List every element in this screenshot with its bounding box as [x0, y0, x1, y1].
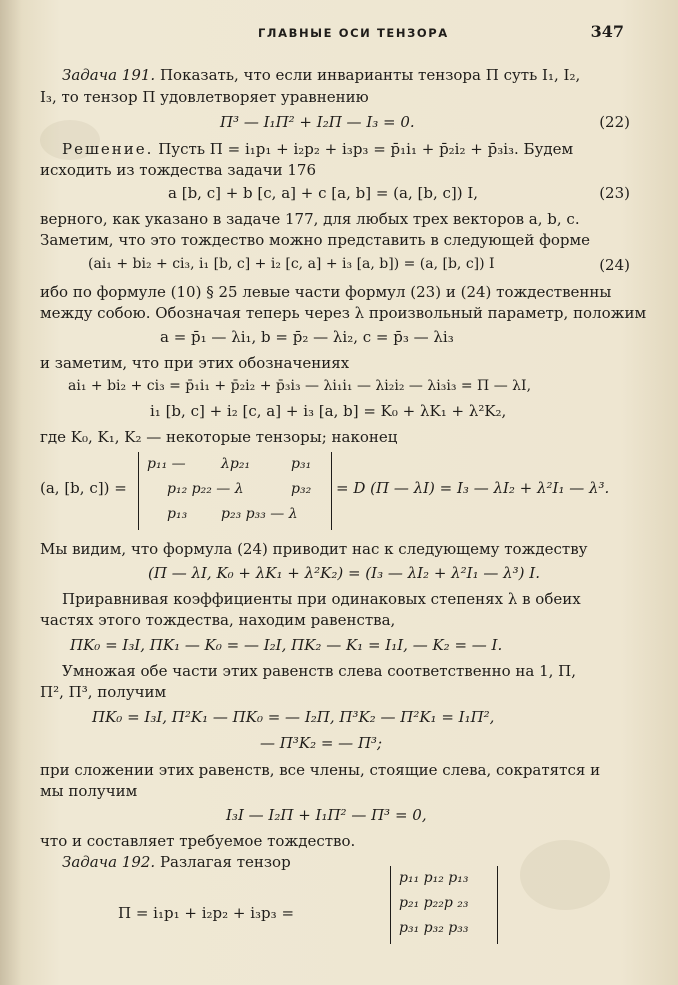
det-cell: λp₂₁ [221, 456, 251, 472]
matrix-row: p₃₁ p₃₂ p₃₃ [399, 920, 469, 936]
solution-text-14: при сложении этих равенств, все члены, стоящие слева, сократятся и [40, 761, 601, 779]
solution-text-12: Умножая обе части этих равенств слева соответственно на 1, П, [62, 662, 577, 680]
det-cell: p₁₁ — [147, 456, 186, 472]
solution-text-16: что и составляет требуемое тождество. [40, 832, 356, 850]
solution-line-1 [62, 140, 573, 158]
page-header [0, 14, 678, 44]
equation-a: ai₁ + bi₂ + ci₃ = p̄₁i₁ + p̄₂i₂ + p̄₃i₃ — λi₁i₁ — λi₂i₂ — λi₃i₃ = П — λI, [68, 378, 532, 394]
equation-substitution: a = p̄₁ — λi₁, b = p̄₂ — λi₂, c = p̄₃ — λi₃ [160, 328, 454, 346]
paper-stain [520, 840, 610, 910]
solution-text-11: частях этого тождества, находим равенства, [40, 611, 396, 629]
equation-multiplied-1: ПK₀ = I₃I, П²K₁ — ПK₀ = — I₂П, П³K₂ — П²K₁ = I₁П², [92, 708, 495, 726]
det-cell: p₁₂ p₂₂ — λ [167, 481, 244, 497]
solution-text-8: где K₀, K₁, K₂ — некоторые тензоры; наконец [40, 428, 398, 446]
solution-text-1: Пусть П = i₁p₁ + i₂p₂ + i₃p₃ = p̄₁i₁ + p̄₂i₂ + p̄₃i₃. Будем [158, 140, 574, 158]
problem-191-text-1: Показать, что если инварианты тензора П суть I₁, I₂, [159, 66, 581, 84]
solution-text-5: ибо по формуле (10) § 25 левые части формул (23) и (24) тождественны [40, 283, 612, 301]
equation-23: a [b, c] + b [c, a] + c [a, b] = (a, [b, c]) I, [168, 184, 479, 202]
matrix-row: p₁₁ p₁₂ p₁₃ [399, 870, 469, 886]
equation-24: (ai₁ + bi₂ + ci₃, i₁ [b, c] + i₂ [c, a] + i₃ [a, b]) = (a, [b, c]) I [88, 256, 495, 272]
solution-text-7: и заметим, что при этих обозначениях [40, 354, 350, 372]
matrix-row: p₂₁ p₂₂p ₂₃ [399, 895, 469, 911]
page-number: 347 [590, 22, 624, 41]
equation-23-number: (23) [599, 184, 630, 202]
problem-191-label: Задача 191. [62, 66, 156, 84]
solution-text-2: исходить из тождества задачи 176 [40, 161, 317, 179]
solution-text-3: верного, как указано в задаче 177, для любых трех векторов a, b, c. [40, 210, 580, 228]
solution-text-6: между собою. Обозначая теперь через λ произвольный параметр, положим [40, 304, 647, 322]
equation-identity: (П — λI, K₀ + λK₁ + λ²K₂) = (I₃ — λI₂ + λ²I₁ — λ³) I. [148, 564, 540, 582]
equation-22-number: (22) [599, 113, 630, 131]
equation-multiplied-2: — П³K₂ = — П³; [260, 734, 383, 752]
det-cell: p₃₁ [291, 456, 312, 472]
solution-text-15: мы получим [40, 782, 138, 800]
problem-192-lhs: П = i₁p₁ + i₂p₂ + i₃p₃ = [118, 904, 295, 922]
determinant-rhs: = D (П — λI) = I₃ — λI₂ + λ²I₁ — λ³. [336, 479, 610, 497]
equation-final: I₃I — I₂П + I₁П² — П³ = 0, [226, 806, 427, 824]
determinant-lhs: (a, [b, c]) = [40, 479, 127, 497]
solution-text-13: П², П³, получим [40, 683, 167, 701]
problem-192-line-1 [62, 853, 291, 871]
det-cell: p₃₂ [291, 481, 312, 497]
problem-192-matrix [390, 866, 498, 944]
equation-coefficients: ПK₀ = I₃I, ПK₁ — K₀ = — I₂I, ПK₂ — K₁ = I₁I, — K₂ = — I. [70, 636, 503, 654]
determinant [138, 452, 332, 530]
det-cell: p₁₃ [167, 506, 188, 522]
problem-192-label: Задача 192. [62, 853, 156, 871]
solution-label: Решение. [62, 140, 154, 158]
solution-text-9: Мы видим, что формула (24) приводит нас к следующему тождеству [40, 540, 588, 558]
equation-b: i₁ [b, c] + i₂ [c, a] + i₃ [a, b] = K₀ + λK₁ + λ²K₂, [150, 402, 507, 420]
solution-text-10: Приравнивая коэффициенты при одинаковых степенях λ в обеих [62, 590, 581, 608]
problem-192-text-1: Разлагая тензор [159, 853, 291, 871]
problem-191-line-1 [62, 66, 580, 84]
problem-191-text-2: I₃, то тензор П удовлетворяет уравнению [40, 88, 369, 106]
equation-22: П³ — I₁П² + I₂П — I₃ = 0. [220, 113, 415, 131]
det-cell: p₂₃ p₃₃ — λ [221, 506, 298, 522]
solution-text-4: Заметим, что это тождество можно представить в следующей форме [40, 231, 590, 249]
running-title: ГЛАВНЫЕ ОСИ ТЕНЗОРА [258, 26, 449, 40]
equation-24-number: (24) [599, 256, 630, 274]
